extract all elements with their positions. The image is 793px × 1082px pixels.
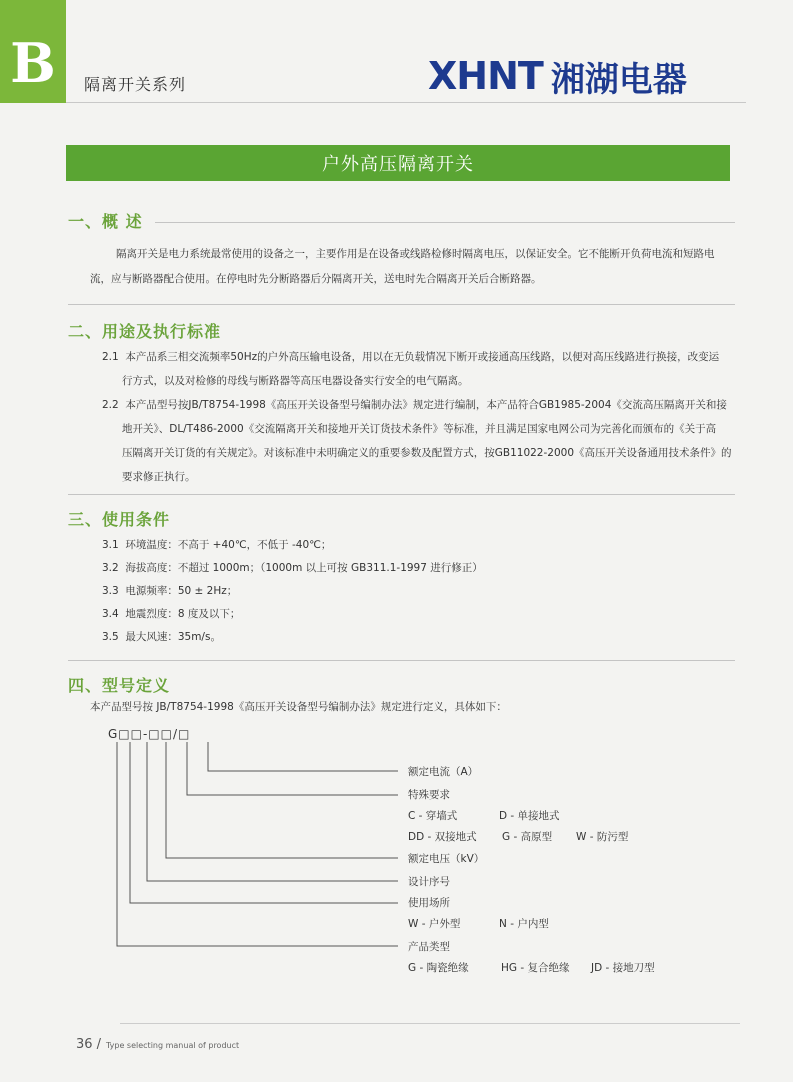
label-usage-place: 使用场所 — [408, 897, 450, 909]
footer-caption: Type selecting manual of product — [106, 1041, 240, 1050]
model-code: G□□-□□/□ — [108, 727, 191, 741]
item-text: 本产品型号按JB/T8754-1998《高压开关设备型号编制办法》规定进行编制，本产品符合GB1985-2004《交流高压隔离开关和接 — [125, 399, 727, 411]
item-number: 3.2 — [102, 562, 119, 574]
item-number: 2.1 — [102, 351, 119, 363]
item-number: 2.2 — [102, 399, 119, 411]
item-text: 最大风速：35m/s。 — [125, 631, 221, 643]
section-title-overview: 一、概 述 — [68, 212, 143, 231]
page-title-banner: 户外高压隔离开关 — [66, 145, 730, 181]
label-product-type: 产品类型 — [408, 941, 450, 953]
overview-paragraph-line: 隔离开关是电力系统最常使用的设备之一，主要作用是在设备或线路检修时隔离电压，以保证安全。它不能断开负荷电流和短路电 — [116, 248, 715, 260]
usage-item-continued: 行方式，以及对检修的母线与断路器等高压电器设备实行安全的电气隔离。 — [122, 375, 469, 387]
label-n-indoor: N - 户内型 — [499, 918, 549, 930]
logo-latin: XHNT — [428, 54, 543, 98]
section-title-model: 四、型号定义 — [68, 676, 171, 695]
logo-chinese: 湘湖电器 — [550, 59, 687, 100]
item-number: 3.5 — [102, 631, 119, 643]
footer-divider — [120, 1023, 740, 1024]
item-number: 3.1 — [102, 539, 119, 551]
label-rated-current: 额定电流（A） — [408, 766, 479, 778]
label-w-antifoul: W - 防污型 — [576, 831, 629, 843]
usage-item-continued: 地开关》、DL/T486-2000《交流隔离开关和接地开关订货技术条件》等标准，并且满足国家电网公司为完善化而颁布的《关于高 — [122, 423, 717, 435]
item-number: 3.4 — [102, 608, 119, 620]
label-g-plateau: G - 高原型 — [502, 831, 553, 843]
section-title-usage: 二、用途及执行标准 — [68, 322, 222, 341]
label-g-porcelain: G - 陶瓷绝缘 — [408, 962, 469, 974]
item-text: 地震烈度：8 度及以下； — [125, 608, 241, 620]
page-number-value: 36 — [76, 1037, 93, 1052]
page-number: 36 / — [76, 1037, 102, 1052]
usage-item-continued: 要求修正执行。 — [122, 471, 196, 483]
item-text: 电源频率：50 ± 2Hz； — [125, 585, 238, 597]
label-c-wall: C - 穿墙式 — [408, 810, 458, 822]
label-design-sequence: 设计序号 — [408, 876, 450, 888]
label-d-single: D - 单接地式 — [499, 810, 560, 822]
item-text: 环境温度：不高于 +40℃，不低于 -40℃； — [125, 539, 332, 551]
item-text: 海拔高度：不超过 1000m；（1000m 以上可按 GB311.1-1997 进行修正） — [125, 562, 483, 574]
label-jd-earth: JD - 接地刀型 — [591, 962, 655, 974]
section-letter: B — [10, 30, 56, 95]
label-rated-voltage: 额定电压（kV） — [408, 853, 485, 865]
label-special-requirements: 特殊要求 — [408, 789, 450, 801]
usage-item-continued: 压隔离开关订货的有关规定》。对该标准中未明确定义的重要参数及配置方式，按GB11022-2000《高压开关设备通用技术条件》的 — [122, 447, 732, 459]
item-text: 本产品系三相交流频率50Hz的户外高压输电设备，用以在无负载情况下断开或接通高压线路，以便对高压线路进行换接，改变运 — [125, 351, 720, 363]
overview-paragraph-line: 流，应与断路器配合使用。在停电时先分断路器后分隔离开关，送电时先合隔离开关后合断路器。 — [90, 273, 542, 285]
item-number: 3.3 — [102, 585, 119, 597]
label-hg-composite: HG - 复合绝缘 — [501, 962, 570, 974]
section-title-conditions: 三、使用条件 — [68, 510, 171, 529]
model-intro: 本产品型号按 JB/T8754-1998《高压开关设备型号编制办法》规定进行定义，具体如下： — [90, 701, 507, 713]
label-w-outdoor: W - 户外型 — [408, 918, 461, 930]
label-dd-double: DD - 双接地式 — [408, 831, 477, 843]
series-title: 隔离开关系列 — [84, 75, 187, 94]
